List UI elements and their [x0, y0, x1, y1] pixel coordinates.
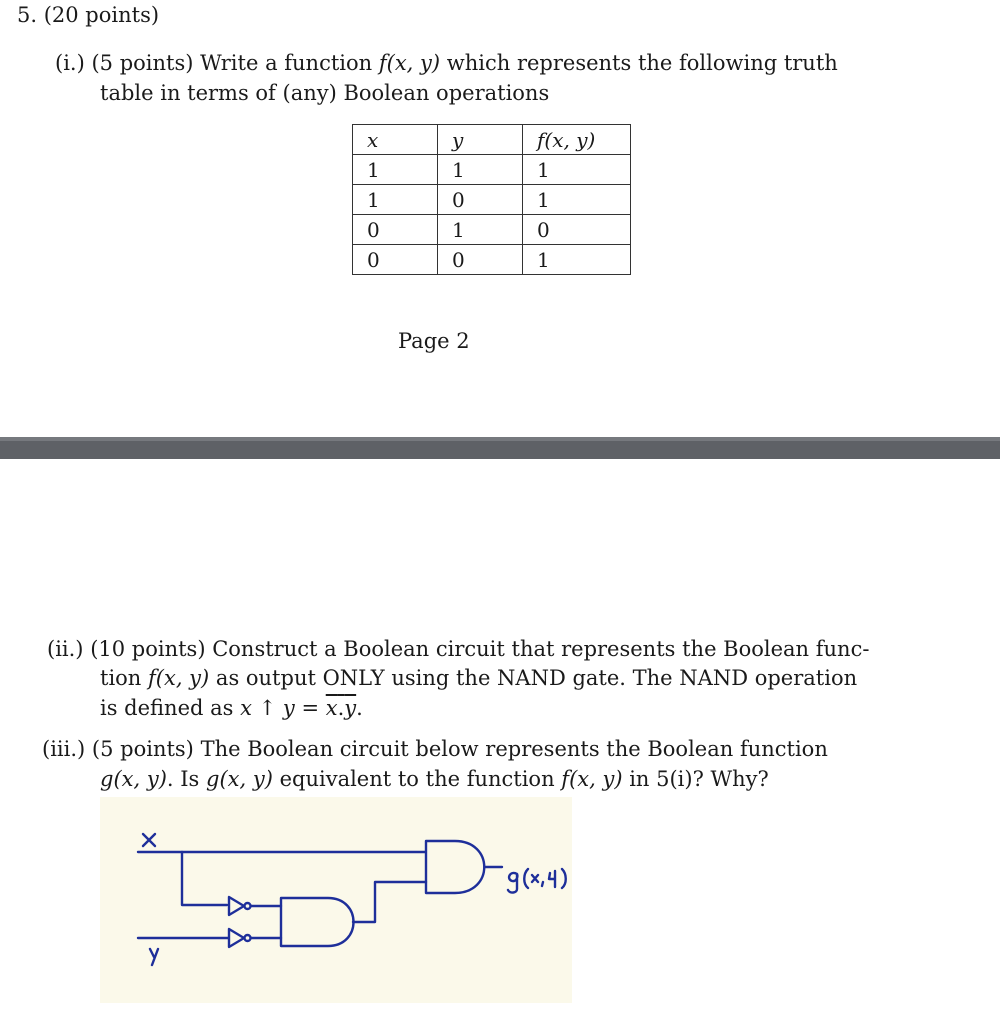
- part2-text-3a: is defined as: [100, 696, 234, 720]
- truth-table: [352, 124, 631, 275]
- output-label-glyph: [508, 869, 566, 893]
- table-row: [353, 185, 631, 215]
- table-cell: 1: [438, 215, 523, 245]
- input-x-glyph: [143, 834, 155, 846]
- nand-expression-y: $\overline{y}$: [344, 696, 357, 720]
- part3-text-2c: in 5(i)? Why?: [629, 767, 769, 791]
- not-gate-icon: [229, 929, 244, 947]
- wire-x-branch: [182, 852, 227, 905]
- and-gate-icon: [426, 841, 484, 893]
- page-divider-highlight: [0, 437, 1000, 441]
- nand-expression-x: $\overline{x}$: [325, 696, 338, 720]
- part3-line1: [42, 734, 828, 764]
- circuit-diagram: [100, 797, 572, 1003]
- not-bubble-icon: [245, 903, 251, 909]
- table-cell: 1: [438, 155, 523, 185]
- input-y-glyph: [150, 949, 158, 965]
- part2-text-2b: as output ONLY using the NAND gate. The NAND operation: [215, 666, 858, 690]
- table-cell: 0: [353, 245, 438, 275]
- part1-text-b: which represents the following truth: [446, 51, 838, 75]
- part3-func-g-2: g(x, y): [206, 767, 273, 791]
- truth-table-header-x: x: [353, 125, 438, 155]
- part3-points: (5 points): [91, 737, 194, 761]
- table-cell: 1: [523, 245, 631, 275]
- truth-table-header-f: f(x, y): [523, 125, 631, 155]
- part3-func-f: f(x, y): [561, 767, 623, 791]
- table-cell: 1: [353, 185, 438, 215]
- table-cell: 0: [438, 185, 523, 215]
- table-row: [353, 155, 631, 185]
- table-row: [353, 215, 631, 245]
- circuit-drawing: [100, 797, 572, 1003]
- part3-line2: [100, 764, 769, 794]
- truth-table-header-y: y: [438, 125, 523, 155]
- part2-text-2a: tion: [100, 666, 142, 690]
- nand-expression-dot: .: [337, 696, 345, 720]
- not-gate-icon: [229, 897, 244, 915]
- part1-text-a: Write a function: [200, 51, 373, 75]
- wire-and2-out: [353, 882, 426, 922]
- truth-table-header-row: [353, 125, 631, 155]
- part3-text-1: The Boolean circuit below represents the Boolean function: [200, 737, 828, 761]
- part2-line2: [100, 663, 857, 693]
- part2-label: (ii.): [47, 637, 84, 661]
- part3-text-2b: equivalent to the function: [279, 767, 555, 791]
- part2-line3: [100, 693, 363, 723]
- part2-line1: [47, 634, 869, 664]
- part1-func-f: f(x, y): [378, 51, 441, 75]
- table-cell: 1: [353, 155, 438, 185]
- part2-line3-end: .: [356, 696, 363, 720]
- table-cell: 1: [523, 155, 631, 185]
- and-gate-icon: [281, 898, 354, 946]
- not-bubble-icon: [245, 935, 251, 941]
- part2-func-f: f(x, y): [148, 666, 210, 690]
- page-label: Page 2: [398, 329, 470, 353]
- part2-text-1: Construct a Boolean circuit that represents the Boolean func-: [212, 637, 870, 661]
- part3-text-2a: . Is: [166, 767, 200, 791]
- part1-points: (5 points): [91, 51, 194, 75]
- part1-label: (i.): [55, 51, 85, 75]
- table-cell: 0: [438, 245, 523, 275]
- table-cell: 1: [523, 185, 631, 215]
- part3-label: (iii.): [42, 737, 86, 761]
- table-cell: 0: [353, 215, 438, 245]
- part2-points: (10 points): [90, 637, 206, 661]
- part3-func-g: g(x, y): [100, 767, 167, 791]
- question-header: 5. (20 points): [17, 3, 160, 27]
- table-cell: 0: [523, 215, 631, 245]
- nand-expression-lhs: x ↑ y =: [240, 696, 320, 720]
- part1-line1: [55, 48, 838, 78]
- part1-line2: table in terms of (any) Boolean operations: [100, 81, 550, 105]
- table-row: [353, 245, 631, 275]
